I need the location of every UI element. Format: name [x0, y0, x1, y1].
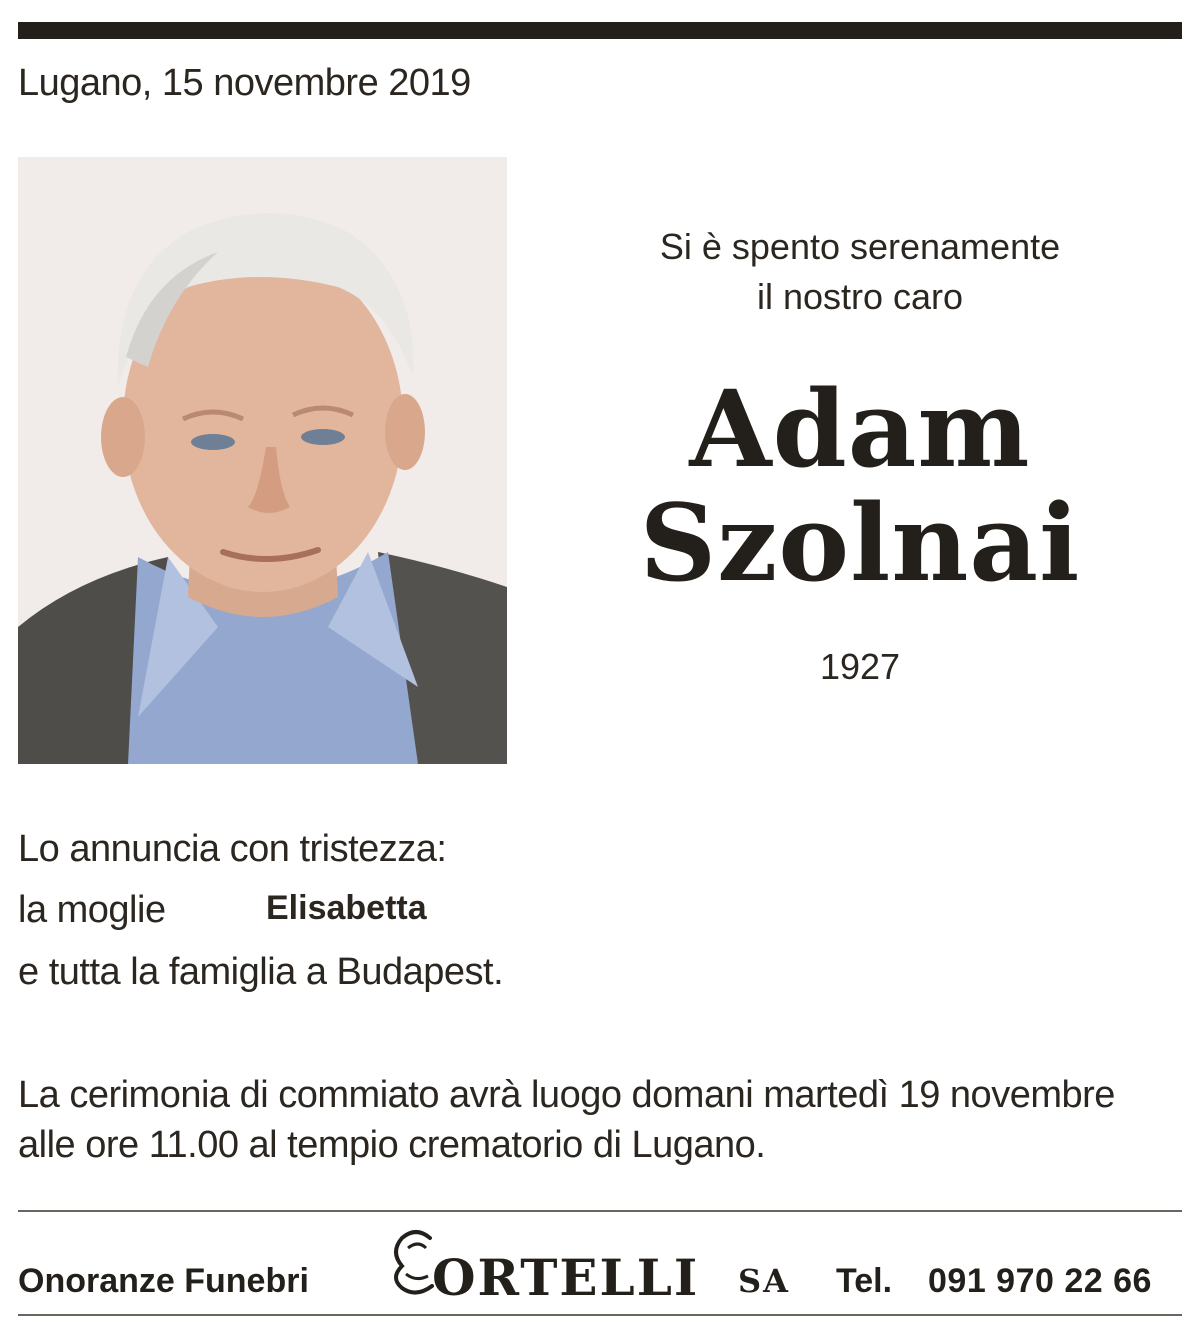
ceremony-text: [18, 1070, 1188, 1170]
intro-line-1: Si è spento serenamente: [659, 226, 1061, 267]
phone-label: Tel.: [836, 1262, 893, 1300]
phone-number: 091 970 22 66: [928, 1262, 1152, 1300]
ceremony-line-1: La cerimonia di commiato avrà luogo domani martedì 19 novembre: [18, 1074, 1115, 1116]
intro-text: [560, 222, 1160, 322]
footer-top-rule: [18, 1210, 1182, 1212]
announcement-line-3: e tutta la famiglia a Budapest.: [18, 951, 504, 993]
deceased-last-name: Szolnai: [639, 480, 1081, 605]
ceremony-line-2: alle ore 11.00 al tempio crematorio di Lugano.: [18, 1124, 766, 1166]
top-rule: [18, 22, 1182, 39]
portrait-illustration: [18, 157, 507, 764]
wife-label: la moglie: [18, 889, 166, 931]
intro-line-2: il nostro caro: [756, 276, 964, 317]
service-label: Onoranze Funebri: [18, 1262, 309, 1300]
portrait-photo: [18, 157, 507, 764]
logo-wordmark: ORTELLI: [432, 1248, 700, 1307]
birth-year: 1927: [819, 646, 901, 687]
place-date: Lugano, 15 novembre 2019: [18, 62, 471, 104]
footer-bottom-rule: [18, 1314, 1182, 1316]
announcement-line-1: Lo annuncia con tristezza:: [18, 828, 447, 870]
logo-suffix: SA: [738, 1262, 790, 1300]
deceased-first-name: Adam: [689, 366, 1031, 491]
wife-name: Elisabetta: [266, 889, 427, 927]
